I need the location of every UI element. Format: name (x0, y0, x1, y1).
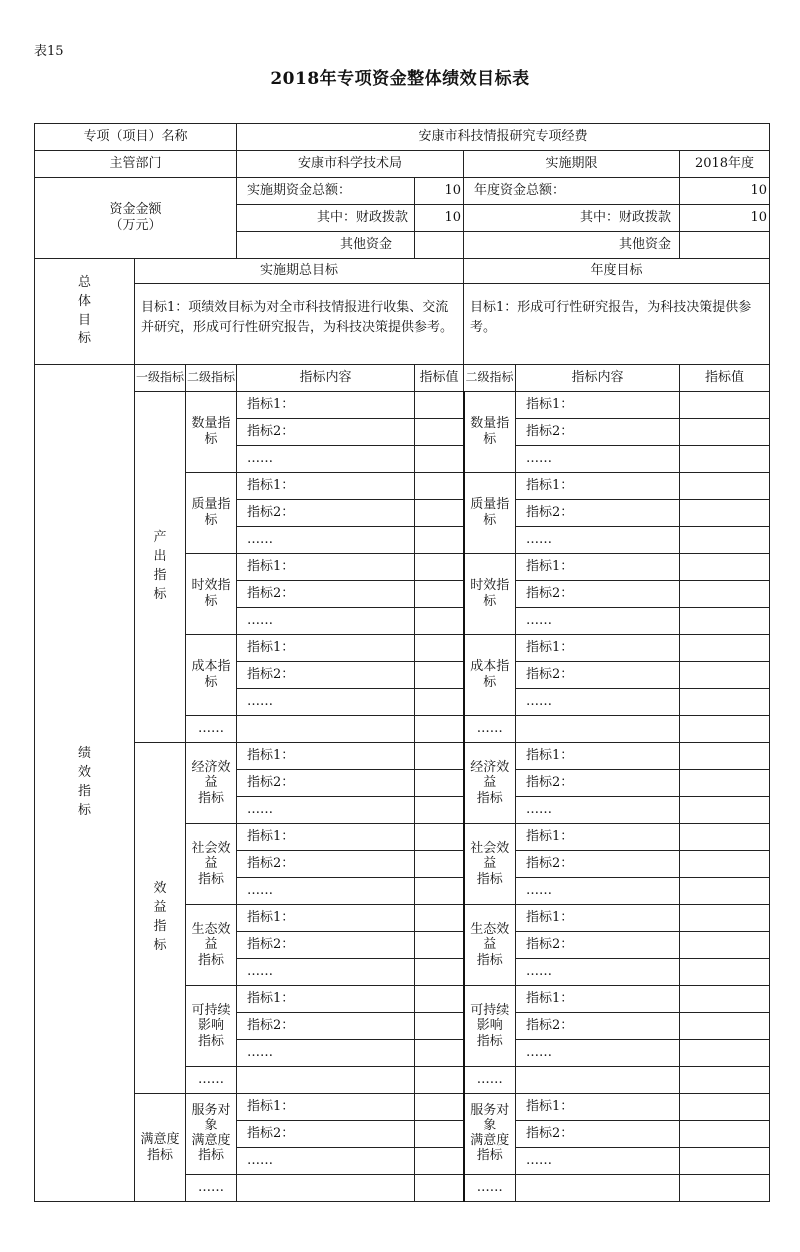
indicator-etc: …… (516, 446, 680, 473)
indicator-1: 指标1： (516, 986, 680, 1013)
social-label-annual (464, 824, 516, 905)
l2-line: 指标 (476, 871, 503, 887)
indicator-value (415, 986, 464, 1013)
funds-total-label: 实施期资金总额： (237, 178, 415, 205)
l2-line: 象 (204, 1118, 218, 1134)
indicator-etc: …… (516, 797, 680, 824)
l2-line: 数量指 (191, 416, 231, 432)
indicator-value (680, 473, 770, 500)
l2-line: 象 (483, 1118, 497, 1134)
benefit-char: 指 (153, 919, 167, 934)
l2-line: 生态效 (470, 921, 510, 937)
indicator-2: 指标2： (516, 500, 680, 527)
header-value-annual: 指标值 (680, 365, 770, 392)
l2-line: 社会效 (191, 840, 231, 856)
l2-line: 时效指 (191, 578, 231, 594)
l2-line: 影响 (198, 1018, 225, 1034)
indicator-value (680, 419, 770, 446)
indicator-value (680, 770, 770, 797)
indicator-value (415, 392, 464, 419)
l2-line: 数量指 (470, 416, 510, 432)
l2-line: 质量指 (470, 497, 510, 513)
l2-line: 影响 (476, 1018, 503, 1034)
header-content: 指标内容 (237, 365, 415, 392)
header-level1: 一级指标 (135, 365, 186, 392)
indicator-etc: …… (237, 959, 415, 986)
indicator-value (680, 1175, 770, 1202)
indicator-empty (237, 716, 415, 743)
indicator-value (415, 554, 464, 581)
indicator-value (680, 851, 770, 878)
indicator-etc: …… (237, 446, 415, 473)
annual-goal-text: 目标1：形成可行性研究报告，为科技决策提供参考。 (464, 284, 770, 365)
l2-line: 经济效 (470, 759, 510, 775)
output-char: 出 (153, 549, 167, 565)
funds-fiscal-label: 其中：财政拨款 (237, 205, 415, 232)
indicator-empty (516, 1175, 680, 1202)
indicator-1: 指标1： (237, 986, 415, 1013)
l2-line: 服务对 (470, 1103, 510, 1119)
output-indicator-label (135, 392, 186, 743)
l2-line: 标 (483, 432, 497, 447)
indicator-value (415, 419, 464, 446)
timeliness-label-annual (464, 554, 516, 635)
indicator-2: 指标2： (516, 1013, 680, 1040)
l2-line: 指标 (476, 790, 503, 806)
l2-line: 指标 (476, 952, 503, 968)
funds-other-label: 其他资金 (237, 232, 415, 259)
annual-goal-header: 年度目标 (464, 259, 770, 284)
indicator-value (415, 797, 464, 824)
indicator-etc: …… (516, 527, 680, 554)
indicator-value (415, 824, 464, 851)
satisfaction-indicator-label (135, 1094, 186, 1202)
funds-label-line2: （万元） (109, 218, 162, 233)
l2-line: 指标 (198, 790, 225, 806)
table-code: 表15 (34, 44, 64, 59)
period-value: 2018年度 (680, 151, 770, 178)
output-char: 产 (153, 530, 167, 546)
indicator-2: 指标2： (237, 662, 415, 689)
indicator-value (680, 1121, 770, 1148)
indicator-etc: …… (516, 959, 680, 986)
benefit-char: 益 (153, 900, 167, 916)
indicator-value (680, 878, 770, 905)
annual-other-value (680, 232, 770, 259)
indicator-etc: …… (237, 1040, 415, 1067)
l2-line: 社会效 (470, 840, 510, 856)
indicator-value (415, 446, 464, 473)
indicator-1: 指标1： (237, 1094, 415, 1121)
l2-line: 成本指 (191, 659, 231, 675)
indicator-value (415, 1067, 464, 1094)
indicator-etc: …… (237, 878, 415, 905)
funds-other-value (415, 232, 464, 259)
header-level2: 二级指标 (186, 365, 237, 392)
level2-etc-annual: …… (464, 1067, 516, 1094)
indicator-2: 指标2： (237, 1121, 415, 1148)
indicator-1: 指标1： (516, 824, 680, 851)
timeliness-label (186, 554, 237, 635)
indicator-2: 指标2： (237, 1013, 415, 1040)
indicator-value (680, 500, 770, 527)
indicator-value (415, 689, 464, 716)
indicator-value (415, 905, 464, 932)
indicator-value (415, 635, 464, 662)
benefit-char: 标 (153, 937, 167, 953)
indicator-value (680, 1148, 770, 1175)
indicator-value (415, 1013, 464, 1040)
indicator-value (415, 581, 464, 608)
indicator-value (680, 446, 770, 473)
quality-label (186, 473, 237, 554)
indicator-empty (237, 1175, 415, 1202)
overall-goal-char: 体 (77, 293, 91, 309)
satisfaction-line: 满意度 (140, 1131, 180, 1147)
indicator-etc: …… (237, 527, 415, 554)
indicator-1: 指标1： (237, 392, 415, 419)
indicator-2: 指标2： (237, 851, 415, 878)
indicator-value (415, 473, 464, 500)
level2-etc-annual: …… (464, 716, 516, 743)
ecological-label (186, 905, 237, 986)
indicator-value (680, 689, 770, 716)
overall-goal-char: 目 (77, 312, 91, 328)
indicator-etc: …… (516, 1148, 680, 1175)
l2-line: 成本指 (470, 659, 510, 675)
l2-line: 指标 (476, 1033, 503, 1049)
indicator-empty (516, 1067, 680, 1094)
cost-label-annual (464, 635, 516, 716)
cost-label (186, 635, 237, 716)
period-goal-header: 实施期总目标 (135, 259, 464, 284)
funds-total-value: 10 (415, 178, 464, 205)
indicator-empty (237, 1067, 415, 1094)
indicator-value (415, 662, 464, 689)
service-satisfaction-label (186, 1094, 237, 1175)
period-goal-text: 目标1：项绩效目标为对全市科技情报进行收集、交流并研究，形成可行性研究报告，为科技决策提供参考。 (135, 284, 464, 365)
indicator-1: 指标1： (237, 473, 415, 500)
level2-etc-annual: …… (464, 1175, 516, 1202)
indicator-2: 指标2： (237, 932, 415, 959)
sustainable-label-annual (464, 986, 516, 1067)
indicator-value (415, 743, 464, 770)
l2-line: 经济效 (191, 759, 231, 775)
l2-line: 满意度 (191, 1133, 231, 1148)
indicator-label-char: 效 (77, 765, 91, 781)
indicator-value (680, 581, 770, 608)
l2-line: 益 (483, 775, 497, 791)
l2-line: 指标 (198, 1147, 225, 1163)
indicator-value (680, 743, 770, 770)
annual-fiscal-label: 其中：财政拨款 (464, 205, 680, 232)
overall-goal-char: 标 (77, 331, 91, 347)
level2-etc: …… (186, 1067, 237, 1094)
project-name-label: 专项（项目）名称 (35, 124, 237, 151)
l2-line: 质量指 (191, 497, 231, 513)
indicator-value (680, 1067, 770, 1094)
indicator-etc: …… (237, 797, 415, 824)
indicator-value (415, 1094, 464, 1121)
satisfaction-line: 指标 (146, 1147, 173, 1163)
indicator-2: 指标2： (237, 770, 415, 797)
quality-label-annual (464, 473, 516, 554)
indicator-value (415, 1121, 464, 1148)
l2-line: 指标 (198, 952, 225, 968)
indicator-1: 指标1： (237, 635, 415, 662)
indicator-value (415, 527, 464, 554)
indicator-empty (516, 716, 680, 743)
indicator-value (680, 905, 770, 932)
l2-line: 标 (204, 594, 218, 609)
l2-line: 益 (204, 775, 218, 791)
indicator-2: 指标2： (516, 662, 680, 689)
quantity-label (186, 392, 237, 473)
indicator-value (680, 1040, 770, 1067)
l2-line: 益 (204, 856, 218, 872)
indicator-1: 指标1： (237, 554, 415, 581)
indicator-value (680, 1013, 770, 1040)
l2-line: 标 (204, 675, 218, 690)
annual-fiscal-value: 10 (680, 205, 770, 232)
indicator-value (680, 1094, 770, 1121)
dept-label: 主管部门 (35, 151, 237, 178)
indicator-value (415, 932, 464, 959)
indicator-etc: …… (237, 608, 415, 635)
indicator-value (415, 608, 464, 635)
annual-total-value: 10 (680, 178, 770, 205)
indicator-1: 指标1： (237, 743, 415, 770)
indicator-etc: …… (516, 878, 680, 905)
performance-indicator-label (35, 365, 135, 1202)
indicator-value (680, 635, 770, 662)
l2-line: 益 (204, 937, 218, 953)
funds-label (35, 178, 237, 259)
indicator-2: 指标2： (516, 419, 680, 446)
indicator-2: 指标2： (516, 770, 680, 797)
indicator-value (680, 392, 770, 419)
indicator-value (680, 932, 770, 959)
indicator-value (415, 959, 464, 986)
indicator-1: 指标1： (516, 743, 680, 770)
indicator-etc: …… (237, 689, 415, 716)
indicator-1: 指标1： (516, 392, 680, 419)
header-value: 指标值 (415, 365, 464, 392)
indicator-value (415, 1175, 464, 1202)
indicator-label-char: 标 (77, 802, 91, 818)
indicator-value (680, 986, 770, 1013)
project-name-value: 安康市科技情报研究专项经费 (237, 124, 770, 151)
level2-etc: …… (186, 1175, 237, 1202)
economic-label (186, 743, 237, 824)
indicator-1: 指标1： (516, 473, 680, 500)
l2-line: 标 (483, 675, 497, 690)
funds-label-line1: 资金金额 (109, 202, 162, 218)
l2-line: 标 (483, 513, 497, 528)
economic-label-annual (464, 743, 516, 824)
indicator-2: 指标2： (237, 581, 415, 608)
indicator-label-char: 指 (77, 784, 91, 799)
indicator-etc: …… (516, 1040, 680, 1067)
indicator-value (415, 1148, 464, 1175)
benefit-indicator-label (135, 743, 186, 1094)
indicator-value (680, 959, 770, 986)
benefit-char: 效 (153, 881, 167, 897)
indicator-value (680, 716, 770, 743)
social-label (186, 824, 237, 905)
header-level2-annual: 二级指标 (464, 365, 516, 392)
l2-line: 指标 (476, 1147, 503, 1163)
indicator-value (415, 851, 464, 878)
indicator-1: 指标1： (516, 905, 680, 932)
annual-other-label: 其他资金 (464, 232, 680, 259)
level2-etc: …… (186, 716, 237, 743)
indicator-1: 指标1： (516, 554, 680, 581)
l2-line: 益 (483, 937, 497, 953)
overall-goal-char: 总 (77, 274, 91, 290)
output-char: 指 (153, 568, 167, 583)
indicator-value (415, 878, 464, 905)
service-satisfaction-label-annual (464, 1094, 516, 1175)
l2-line: 指标 (198, 1033, 225, 1049)
l2-line: 标 (204, 432, 218, 447)
l2-line: 益 (483, 856, 497, 872)
indicator-1: 指标1： (237, 824, 415, 851)
l2-line: 可持续 (191, 1002, 231, 1018)
performance-goal-table (34, 123, 770, 1202)
l2-line: 生态效 (191, 921, 231, 937)
output-char: 标 (153, 586, 167, 602)
indicator-etc: …… (516, 689, 680, 716)
period-label: 实施期限 (464, 151, 680, 178)
indicator-value (415, 500, 464, 527)
indicator-value (680, 662, 770, 689)
l2-line: 可持续 (470, 1002, 510, 1018)
indicator-value (680, 824, 770, 851)
indicator-value (680, 608, 770, 635)
indicator-1: 指标1： (516, 635, 680, 662)
l2-line: 服务对 (191, 1103, 231, 1119)
l2-line: 时效指 (470, 578, 510, 594)
indicator-1: 指标1： (237, 905, 415, 932)
l2-line: 标 (204, 513, 218, 528)
page-title: 2018年专项资金整体绩效目标表 (270, 69, 530, 89)
indicator-value (415, 770, 464, 797)
l2-line: 指标 (198, 871, 225, 887)
indicator-2: 指标2： (237, 419, 415, 446)
overall-goal-label (35, 259, 135, 365)
dept-value: 安康市科学技术局 (237, 151, 464, 178)
indicator-2: 指标2： (516, 932, 680, 959)
funds-fiscal-value: 10 (415, 205, 464, 232)
header-content-annual: 指标内容 (516, 365, 680, 392)
ecological-label-annual (464, 905, 516, 986)
l2-line: 满意度 (470, 1133, 510, 1148)
sustainable-label (186, 986, 237, 1067)
indicator-value (680, 554, 770, 581)
indicator-2: 指标2： (516, 1121, 680, 1148)
indicator-value (680, 527, 770, 554)
indicator-etc: …… (237, 1148, 415, 1175)
quantity-label-annual (464, 392, 516, 473)
annual-total-label: 年度资金总额： (464, 178, 680, 205)
indicator-1: 指标1： (516, 1094, 680, 1121)
indicator-2: 指标2： (237, 500, 415, 527)
indicator-etc: …… (516, 608, 680, 635)
indicator-2: 指标2： (516, 851, 680, 878)
indicator-2: 指标2： (516, 581, 680, 608)
indicator-value (415, 716, 464, 743)
indicator-value (680, 797, 770, 824)
l2-line: 标 (483, 594, 497, 609)
indicator-value (415, 1040, 464, 1067)
indicator-label-char: 绩 (77, 746, 91, 762)
